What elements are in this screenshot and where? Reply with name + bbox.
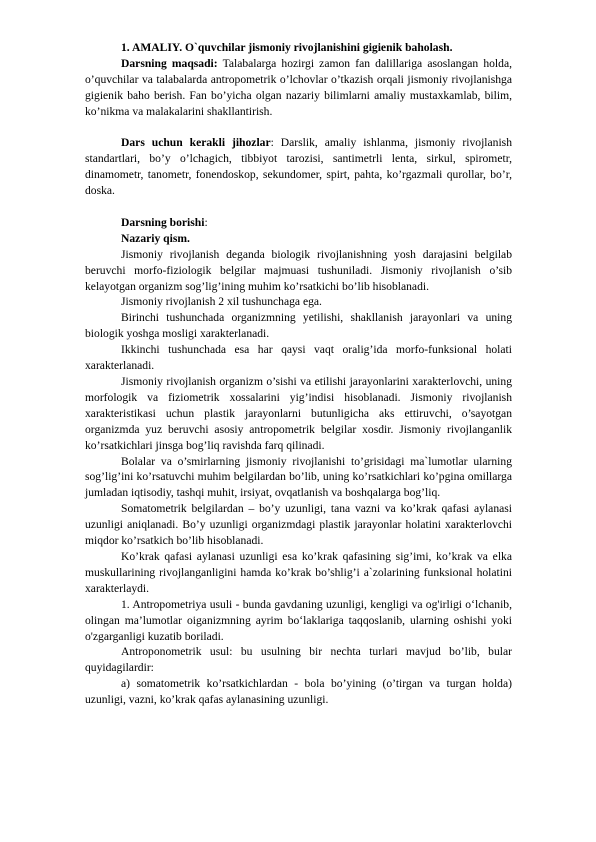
goal-paragraph <box>85 56 512 120</box>
body-paragraph: Somatometrik belgilardan – bo’y uzunligi, tana vazni va ko’krak qafasi aylanasi uzunligi aniqlanadi. Bo’y uzunligi organizmdagi plastik jarayonlar holatini xarakterlovchi miqdor ko’rsatkich bo’lib hisoblanadi. <box>85 502 512 548</box>
page-title: 1. AMALIY. O`quvchilar jismoniy rivojlanishini gigienik baholash. <box>121 41 453 54</box>
equipment-text: : Darslik, amaliy ishlanma, jismoniy rivojlanish standartlari, bo’y o’lchagich, tibbiyot tarozisi, santimetrli lenta, sirkul, spirometr, dinamometr, tanometr, fonendoskop, sekundomer, spirt, pahta, ko’rgazmali qurollar, bo’r, doska. <box>85 136 512 198</box>
body-paragraph: Ko’krak qafasi aylanasi uzunligi esa ko’krak qafasining sig’imi, ko’krak va elka muskullarining rivojlanganligini hamda ko’krak bo’shlig’i a`zolarining funksional holatini xarakterlaydi. <box>85 549 512 595</box>
theory-subtitle: Nazariy qism. <box>121 231 190 245</box>
body-paragraph: a) somatometrik ko’rsatkichlardan - bola bo’yining (o’tirgan va turgan holda) uzunligi, vazni, ko’krak qafas aylanasining uzunligi. <box>85 677 512 707</box>
goal-label: Darsning maqsadi: <box>121 56 218 70</box>
body-paragraph: Birinchi tushunchada organizmning yetilishi, shakllanish jarayonlari va uning biologik yoshga mosligi xarakterlanadi. <box>85 311 512 341</box>
procedure-heading: Darsning borishi: <box>121 215 208 229</box>
body-paragraph: Antroponometrik usul: bu usulning bir nechta turlari mavjud bo’lib, bular quyidagilardir: <box>85 645 512 675</box>
body-paragraph: Ikkinchi tushunchada esa har qaysi vaqt oralig’ida morfo-funksional holati xarakterlanadi. <box>85 343 512 373</box>
body-paragraph: Jismoniy rivojlanish 2 xil tushunchaga ega. <box>121 295 322 309</box>
body-paragraph: Bolalar va o’smirlarning jismoniy rivojlanishi to’grisidagi ma`lumotlar ularning sog’lig’ini ko’rsatuvchi muhim belgilardan bo’lib, uning ko’rsatkichlari ko’pgina omillarga jumladan iqtisodiy, tashqi muhit, irsiyat, ovqatlanish va boshqalarga bog’liq. <box>85 454 512 500</box>
goal-text: Talabalarga hozirgi zamon fan dalillariga asoslangan holda, o’quvchilar va talabalarda antropometrik o’lchovlar o’tkazish orqali jismoniy rivojlanishga gigienik baho berish. Fan bo’yicha olgan nazariy bilimlarni amaliy mustaxkamlab, bilim, ko’nikma va malakalarini shakllantirish. <box>85 56 512 118</box>
body-paragraph: 1. Antropometriya usuli - bunda gavdaning uzunligi, kengligi va og'irligi o‘lchanib, olingan ma’lumotlar oiganizmning ayrim bo‘laklariga taqqoslanib, ularning oshishi yoki o'zgarganligi kuzatib boriladi. <box>85 597 512 643</box>
body-paragraph: Jismoniy rivojlanish deganda biologik rivojlanishning yosh darajasini belgilab beruvchi morfo-fiziologik belgilar majmuasi tushuniladi. Jismoniy rivojlanish o’sib kelayotgan organizm sog’lig’ining muhim ko’rsatkichi bo’lib hisoblanadi. <box>85 247 512 293</box>
equipment-paragraph <box>85 135 512 199</box>
equipment-label: Dars uchun kerakli jihozlar <box>121 136 271 150</box>
body-paragraph: Jismoniy rivojlanish organizm o’sishi va etilishi jarayonlarini xarakterlovchi, uning morfologik va fiziometrik xossalarini yig’indisi hisoblanadi. Jismoniy rivojlanish xarakteristikasi uchun plastik jarayonlarni butunligicha aks ettiruvchi, o’sayotgan organizmda yuz beruvchi asosiy antropometrik belgilar xosdir. Jismoniy rivojlanganlik ko’rsatkichlari jinsga bog’liq ravishda farq qilinadi. <box>85 375 512 452</box>
